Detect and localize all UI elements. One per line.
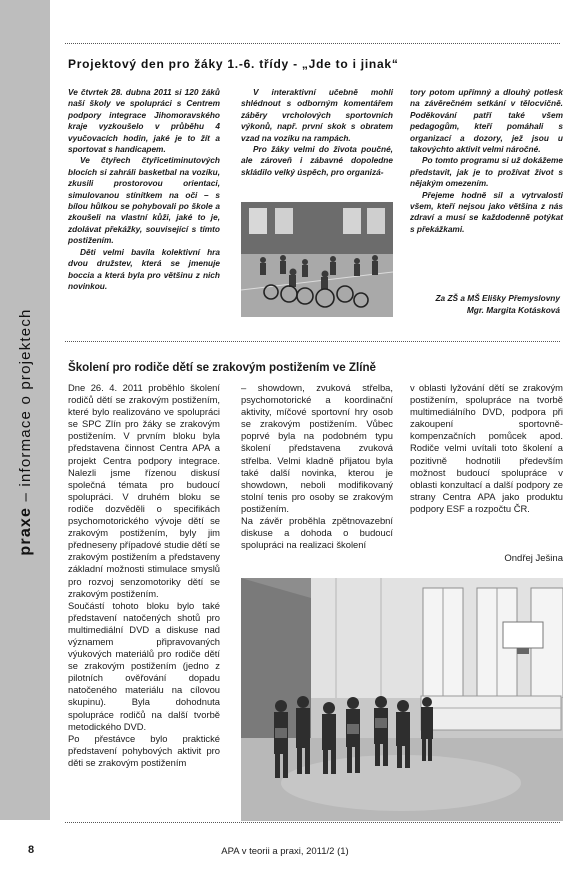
article2-col2-p1: – showdown, zvuková střelba, psychomotorické a koordinační aktivity, míčové sportovní hry osob se zrakovým postižením. Vůbec poprvé byla na podobném typu školení představena zvuková střelba. Velmi kladně přijatou byla také další novinka, kterou je showdown, neboli modifikovaný stolní tenis pro osoby se zrakovým postižením. [241, 382, 393, 514]
article1-column-3 [410, 87, 563, 235]
article2-col1-p3: Po přestávce bylo praktické představení pohybových aktivit pro děti se zrakovým postižením [68, 732, 220, 768]
article1-col3-p2: Po tomto programu si už dokážeme představit, jak je to prožívat život s nějakým omezením. [410, 155, 563, 189]
gym-workshop-photo [241, 578, 563, 821]
article2-column-1 [68, 382, 220, 769]
article1-title: Projektový den pro žáky 1.-6. třídy - „Jde to i jinak“ [68, 57, 399, 71]
article2-col1-p1: Dne 26. 4. 2011 proběhlo školení rodičů dětí se zrakovým postižením, které bylo realizováno ve spolupráci se SPC Zlín pro žáky se zrakovým postižením. V prvním bloku byla představena činnost Centra APA a projekt Centra podpory integrace. Nalezli jsme řízenou diskusí společná témata pro budoucí spolupráci. V druhém bloku se rodiče dozvěděli o specifikách psychomotorického vývoje dětí se zrakovým postižením, byly jim předneseny případové studie dětí se zrakovým postižením a představeny základní možnosti stimulace smyslů pro rozvoj senzomotoriky dětí se zrakovým postižením. [68, 382, 220, 599]
top-divider [65, 43, 560, 44]
section-label-bold: praxe [17, 506, 34, 556]
signature-school: Za ZŠ a MŠ Elišky Přemyslovny [435, 293, 560, 303]
article2-title: Školení pro rodiče dětí se zrakovým postižením ve Zlíně [68, 361, 376, 374]
signature-author: Mgr. Margita Kotásková [466, 305, 560, 315]
journal-footer: APA v teorii a praxi, 2011/2 (1) [221, 846, 349, 857]
article1-col3-p1: tory potom upřímný a dlouhý potlesk na závěrečném setkání v tělocvičně. Poděkování patří také všem pedagogům, kteří pomáhali s organizací a dozory, jež jsou u takovýchto aktivit velmi náročné. [410, 87, 563, 155]
article1-column-2 [241, 87, 393, 178]
gym-wheelchair-photo [241, 202, 393, 317]
article2-author: Ondřej Ješina [504, 553, 563, 564]
article1-col2-p1: V interaktivní učebně mohli shlédnout s odborným komentářem záběry vrcholových sportovních výkonů, např. první skok s obratem vzad na vozíku na rampách. [241, 87, 393, 143]
article2-column-2 [241, 382, 393, 551]
article1-column-1 [68, 87, 220, 292]
gym-wheelchair-illustration [241, 202, 393, 317]
page-number: 8 [28, 844, 35, 856]
bottom-divider [65, 822, 560, 823]
article1-col1-p1: Ve čtvrtek 28. dubna 2011 si 120 žáků naší školy ve spolupráci s Centrem podpory integrace Jihomoravského kraje vyzkoušelo v průběhu 4 vyučovacích hodin, jaké je to žít a sportovat s handicapem. [68, 87, 220, 155]
middle-divider [65, 341, 560, 342]
section-label-rest: – informace o projektech [17, 308, 34, 507]
article1-signature [435, 292, 560, 316]
article1-col3-p3: Přejeme hodně sil a vytrvalosti všem, kteří nejsou jako většina z nás zdraví a musí se každodenně potýkat s překážkami. [410, 189, 563, 234]
article1-col1-p2: Ve čtyřech čtyřicetiminutových blocích si zahráli basketbal na vozíku, zkusili prostorovou orientaci, simulovanou stínítkem na oči – s bílou hůlkou se pohybovali po škole a zkoušeli na vlastní kůži, jaké to je, zdolávat překážky, související s tímto postižením. [68, 155, 220, 246]
section-label [17, 308, 35, 555]
article1-col2-p2: Pro žáky velmi do života poučné, ale zároveň i zábavné dopoledne skládilo velký úspěch, pro organizá- [241, 144, 393, 177]
gym-workshop-illustration [241, 578, 563, 821]
article1-col1-p3: Děti velmi bavila kolektivní hra dvou družstev, která se jmenuje boccia a která byla pro většinu z nich novinkou. [68, 246, 220, 291]
article2-column-3 [410, 382, 563, 515]
article2-col3-p1: v oblasti lyžování dětí se zrakovým postižením, spolupráce na tvorbě multimediálního DVD, podpora při zakoupení sportovně-kompenzačních pomůcek apod. Rodiče velmi uvítali toto školení a pozitivně hodnotili především možnost budoucí spolupráce v oblasti konzultací a další podpory ze strany Centra APA jako produktu podpory ESF a rozpočtu ČR. [410, 382, 563, 514]
sidebar-band [0, 0, 50, 820]
article2-col2-p2: Na závěr proběhla zpětnovazební diskuse a dohoda o budoucí spolupráci na realizaci školení [241, 515, 393, 551]
article2-col1-p2: Součástí tohoto bloku bylo také představení natočených shotů pro multimediální DVD a diskuse nad významem připravovaných výukových materiálů pro rodiče dětí se zrakovým postižením (jedno z pilotních ověřování dopadu natočeného materiálu na cílovou skupinu). Byla dohodnuta spolupráce rodičů na další tvorbě metodického DVD. [68, 599, 220, 732]
